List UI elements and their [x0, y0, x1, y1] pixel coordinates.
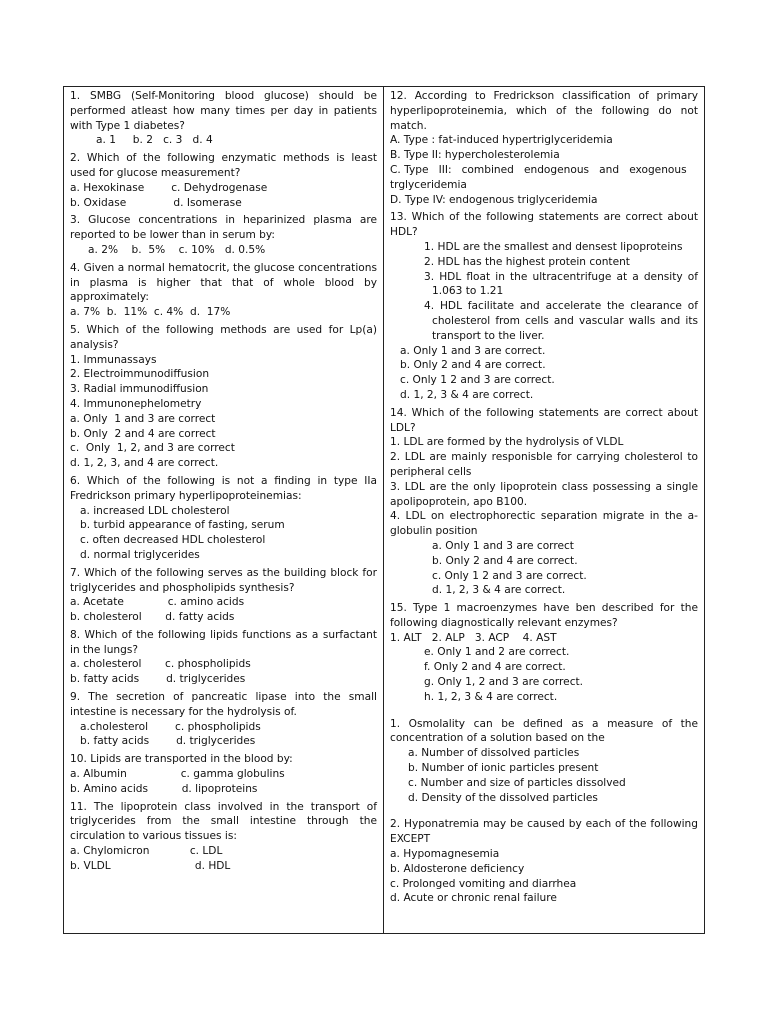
answer-option: b. Amino acids d. lipoproteins — [70, 782, 258, 795]
answer-option: D. Type IV: endogenous triglyceridemia — [390, 193, 598, 206]
answer-option: d. normal triglycerides — [80, 548, 200, 561]
question-stem: 1. Osmolality can be defined as a measure of the concentration of a solution based on the — [390, 717, 698, 745]
answer-option: d. 1, 2, 3 & 4 are correct. — [400, 388, 534, 401]
question-block — [70, 628, 377, 687]
question-stem: 8. Which of the following lipids functions as a surfactant in the lungs? — [70, 628, 377, 656]
question-stem: 14. Which of the following statements are correct about LDL? — [390, 406, 698, 434]
question-sheet — [63, 86, 705, 934]
question-stem: 5. Which of the following methods are used for Lp(a) analysis? — [70, 323, 377, 351]
answer-option: b. Oxidase d. Isomerase — [70, 196, 242, 209]
statement-item: 2. LDL are mainly responisble for carrying cholesterol to peripheral cells — [390, 451, 698, 478]
answer-option: b. Only 2 and 4 are correct. — [400, 359, 546, 372]
answer-option: A. Type : fat-induced hypertriglyceridemia — [390, 134, 613, 147]
question-block — [390, 817, 698, 906]
statement-item: 4. LDL on electrophorectic separation migrate in the a-globulin position — [390, 510, 698, 538]
question-block — [70, 151, 377, 210]
answer-option: 3. Radial immunodiffusion — [70, 383, 209, 396]
answer-option: C. Type III: combined endogenous and exogenous — [390, 163, 687, 176]
answer-option: a. Hexokinase c. Dehydrogenase — [70, 181, 268, 194]
statement-item: 1. HDL are the smallest and densest lipoproteins — [424, 240, 683, 253]
answer-option: b. Only 2 and 4 are correct. — [432, 554, 578, 567]
answer-option: b. fatty acids d. triglycerides — [70, 673, 246, 686]
answer-option: a. 2% b. 5% c. 10% d. 0.5% — [88, 243, 266, 256]
answer-option: a. Number of dissolved particles — [408, 747, 580, 760]
answer-option: b. fatty acids d. triglycerides — [80, 735, 256, 748]
answer-option: d. 1, 2, 3 & 4 are correct. — [432, 584, 566, 597]
question-stem: 9. The secretion of pancreatic lipase into the small intestine is necessary for the hydrolysis of. — [70, 691, 377, 718]
answer-option: b. VLDL d. HDL — [70, 859, 231, 872]
question-block — [70, 800, 377, 874]
answer-option: e. Only 1 and 2 are correct. — [424, 646, 570, 659]
question-block — [70, 323, 377, 471]
answer-option: a. Only 1 and 3 are correct — [70, 412, 216, 425]
question-block — [70, 566, 377, 625]
question-stem: 4. Given a normal hematocrit, the glucose concentrations in plasma is higher that that of whole blood by approximately: — [70, 261, 377, 304]
answer-option: d. 1, 2, 3, and 4 are correct. — [70, 457, 219, 470]
answer-option: b. Only 2 and 4 are correct — [70, 427, 216, 440]
question-block — [390, 717, 698, 806]
answer-option: a.cholesterol c. phospholipids — [80, 720, 261, 733]
answer-option: f. Only 2 and 4 are correct. — [424, 661, 566, 674]
question-block — [390, 89, 698, 207]
question-stem: 1. SMBG (Self-Monitoring blood glucose) should be performed atleast how many times per day in patients with Type 1 diabetes? — [70, 90, 377, 132]
answer-option: c. often decreased HDL cholesterol — [80, 534, 266, 547]
statement-item: 2. HDL has the highest protein content — [424, 255, 630, 268]
answer-option: d. Density of the dissolved particles — [408, 791, 598, 804]
question-stem: 12. According to Fredrickson classification of primary hyperlipoproteinemia, which of the following do not match. — [390, 90, 698, 132]
question-stem: 3. Glucose concentrations in heparinized plasma are reported to be lower than in serum by: — [70, 214, 377, 242]
answer-option: a. 7% b. 11% c. 4% d. 17% — [70, 306, 231, 319]
answer-option: trglyceridemia — [390, 178, 467, 191]
answer-option: c. Prolonged vomiting and diarrhea — [390, 877, 577, 890]
answer-option: a. Only 1 and 3 are correct. — [400, 344, 546, 357]
answer-option: 4. Immunonephelometry — [70, 397, 202, 410]
answer-option: d. Acute or chronic renal failure — [390, 892, 557, 905]
answer-option: a. Albumin c. gamma globulins — [70, 768, 285, 781]
answer-option: 1. LDL are formed by the hydrolysis of VLDL — [390, 436, 624, 449]
question-stem: 2. Hyponatremia may be caused by each of the following EXCEPT — [390, 818, 698, 846]
question-block — [70, 213, 377, 257]
question-stem: 15. Type 1 macroenzymes have ben described for the following diagnostically relevant enzymes? — [390, 602, 698, 629]
question-stem: 2. Which of the following enzymatic methods is least used for glucose measurement? — [70, 152, 377, 179]
question-block — [70, 752, 377, 796]
question-stem: 10. Lipids are transported in the blood by: — [70, 753, 293, 766]
question-stem: 11. The lipoprotein class involved in the transport of triglycerides from the small intestine through the circulation to various tissues is: — [70, 800, 377, 843]
question-block — [390, 601, 698, 705]
answer-option: a. increased LDL cholesterol — [80, 504, 230, 517]
answer-option: c. Only 1, 2, and 3 are correct — [70, 442, 235, 455]
left-column — [64, 87, 384, 933]
answer-option: b. Number of ionic particles present — [408, 762, 599, 775]
answer-option: a. cholesterol c. phospholipids — [70, 658, 251, 671]
answer-option: a. Only 1 and 3 are correct — [432, 539, 574, 552]
answer-option: b. turbid appearance of fasting, serum — [80, 519, 285, 532]
answer-option: c. Only 1 2 and 3 are correct. — [400, 374, 555, 387]
answer-option: a. Acetate c. amino acids — [70, 596, 245, 609]
question-block — [70, 474, 377, 563]
answer-option: h. 1, 2, 3 & 4 are correct. — [424, 690, 558, 703]
answer-option: g. Only 1, 2 and 3 are correct. — [424, 676, 584, 689]
question-block — [70, 89, 377, 148]
answer-option: c. Only 1 2 and 3 are correct. — [432, 569, 587, 582]
section-gap — [390, 708, 698, 717]
answer-option: a. 1 b. 2 c. 3 d. 4 — [96, 134, 213, 147]
answer-option: b. cholesterol d. fatty acids — [70, 611, 235, 624]
question-block — [390, 210, 698, 402]
answer-option: a. Hypomagnesemia — [390, 848, 500, 861]
question-stem: 6. Which of the following is not a finding in type IIa Fredrickson primary hyperlipoproteinemias: — [70, 474, 377, 502]
statement-item: 3. HDL float in the ultracentrifuge at a density of 1.063 to 1.21 — [424, 270, 698, 298]
question-stem: 7. Which of the following serves as the building block for triglycerides and phospholipids synthesis? — [70, 566, 377, 594]
answer-option: 1. Immunassays — [70, 353, 157, 366]
section-gap — [390, 808, 698, 817]
question-block — [390, 406, 698, 598]
answer-option: a. Chylomicron c. LDL — [70, 845, 223, 858]
question-block — [70, 261, 377, 320]
right-column — [384, 87, 704, 933]
answer-option: 2. Electroimmunodiffusion — [70, 368, 210, 381]
statement-item: 4. HDL facilitate and accelerate the clearance of cholesterol from cells and vascular walls and its transport to the liver. — [424, 300, 698, 342]
statement-item: 3. LDL are the only lipoprotein class possessing a single apolipoprotein, apo B100. — [390, 480, 698, 508]
question-block — [70, 690, 377, 749]
answer-option: 1. ALT 2. ALP 3. ACP 4. AST — [390, 631, 557, 644]
answer-option: b. Aldosterone deficiency — [390, 862, 525, 875]
answer-option: c. Number and size of particles dissolved — [408, 776, 626, 789]
question-stem: 13. Which of the following statements are correct about HDL? — [390, 211, 698, 239]
answer-option: B. Type II: hypercholesterolemia — [390, 149, 560, 162]
